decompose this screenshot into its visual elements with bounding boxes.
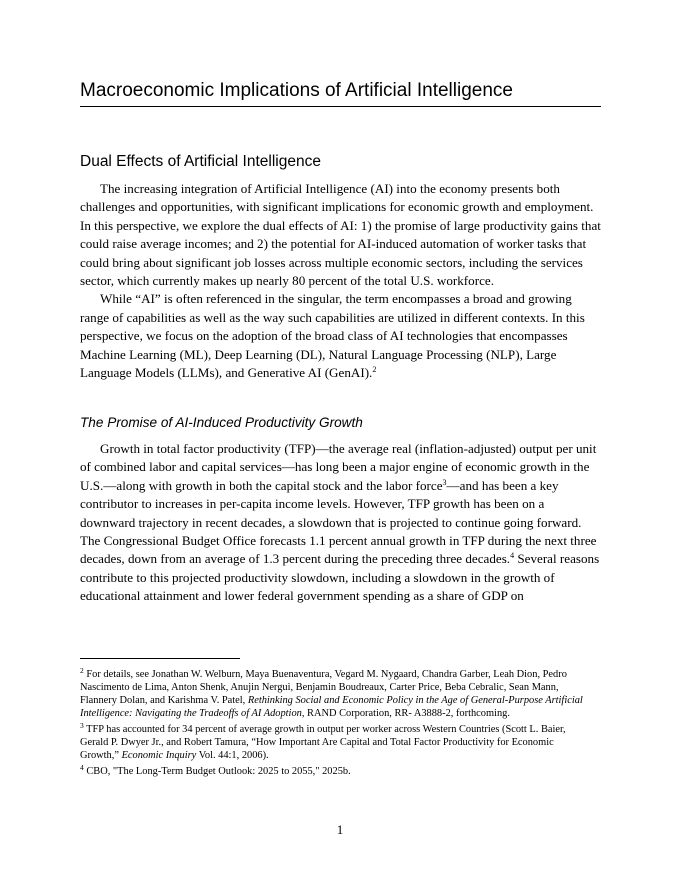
paragraph-1: The increasing integration of Artificial Intelligence (AI) into the economy presents both challenges and opportunities, with significant implications for economic growth and employment. In this perspective, we explore the dual effects of AI: 1) the promise of large productivity gains that could raise average incomes; and 2) the potential for AI-induced automation of worker tasks that could bring about significant job losses across multiple economic sectors, including the services sector, which currently makes up nearly 80 percent of the total U.S. workforce. bbox=[80, 181, 601, 289]
title-underline bbox=[80, 106, 601, 107]
footnote-text: TFP has accounted for 34 percent of average growth in output per worker across Western Countries (Scott L. Baier, Gerald P. Dwyer Jr., and Robert Tamura, “How Important Are Capital and Total Factor Productivity for Economic Growth,” bbox=[80, 724, 566, 761]
footnote-number: 3 bbox=[80, 721, 84, 730]
page-number: 1 bbox=[336, 822, 344, 837]
footnote-number: 4 bbox=[80, 763, 84, 772]
paragraph-3-part-b: —and has been a key contributor to increases in per-capita income levels. However, TFP growth has been on a downward trajectory in recent decades, a slowdown that is projected to continue going forward. The Congressional Budget Office forecasts 1.1 percent annual growth in TFP during the next three decades, down from an average of 1.3 percent during the preceding three decades. bbox=[80, 477, 597, 567]
paragraph-3-part-a: Growth in total factor productivity (TFP)—the average real (inflation-adjusted) output per unit of combined labor and capital services—has long been a major engine of economic growth in the U.S.—along with growth in both the capital stock and the labor force bbox=[80, 441, 597, 493]
subsection-body bbox=[80, 440, 601, 606]
footnote-separator bbox=[80, 658, 240, 659]
paragraph-3-part-c: Several reasons contribute to this projected productivity slowdown, including a slowdown in the growth of educational attainment and lower federal government spending as a share of GDP on bbox=[80, 551, 600, 604]
paragraph-3 bbox=[80, 440, 601, 606]
paragraph-2 bbox=[80, 290, 601, 382]
footnote-4 bbox=[80, 765, 595, 778]
footnote-ref-4[interactable]: 4 bbox=[510, 551, 515, 561]
section-body bbox=[80, 180, 601, 382]
footnote-text: CBO, "The Long-Term Budget Outlook: 2025 to 2055," 2025b. bbox=[86, 766, 351, 777]
footnote-ref-3[interactable]: 3 bbox=[442, 477, 447, 487]
footnote-text-end: Vol. 44:1, 2006). bbox=[196, 750, 269, 761]
footnote-number: 2 bbox=[80, 666, 84, 675]
footnote-text: For details, see Jonathan W. Welburn, Maya Buenaventura, Vegard M. Nygaard, Chandra Garber, Leah Dion, Pedro Nascimento de Lima, Anton Shenk, Anujin Nergui, Benjamin Boudreaux, Carter Price, Beba Cebralic, Sean Mann, Flannery Dolan, and Karishma V. Patel, bbox=[80, 669, 567, 706]
footnote-text-end: , RAND Corporation, RR- A3888-2, forthcoming. bbox=[301, 708, 510, 719]
footnote-title: Rethinking Social and Economic Policy in the Age of General-Purpose Artificial Intelligence: Navigating the Tradeoffs of AI Adoption bbox=[80, 695, 583, 719]
paragraph-2-text: While “AI” is often referenced in the singular, the term encompasses a broad and growing range of capabilities as well as the way such capabilities are utilized in different contexts. In this perspective, we focus on the adoption of the broad class of AI technologies that encompasses Machine Learning (ML), Deep Learning (DL), Natural Language Processing (NLP), Large Language Models (LLMs), and Generative AI (GenAI). bbox=[80, 291, 585, 381]
document-title: Macroeconomic Implications of Artificial Intelligence bbox=[80, 80, 513, 101]
section-heading: Dual Effects of Artificial Intelligence bbox=[80, 153, 321, 170]
footnote-3 bbox=[80, 723, 595, 762]
footnote-title: Economic Inquiry bbox=[121, 750, 197, 761]
footnote-2 bbox=[80, 668, 595, 720]
footnotes bbox=[80, 668, 595, 781]
footnote-ref-2[interactable]: 2 bbox=[372, 365, 377, 375]
subsection-heading: The Promise of AI-Induced Productivity Growth bbox=[80, 415, 363, 430]
